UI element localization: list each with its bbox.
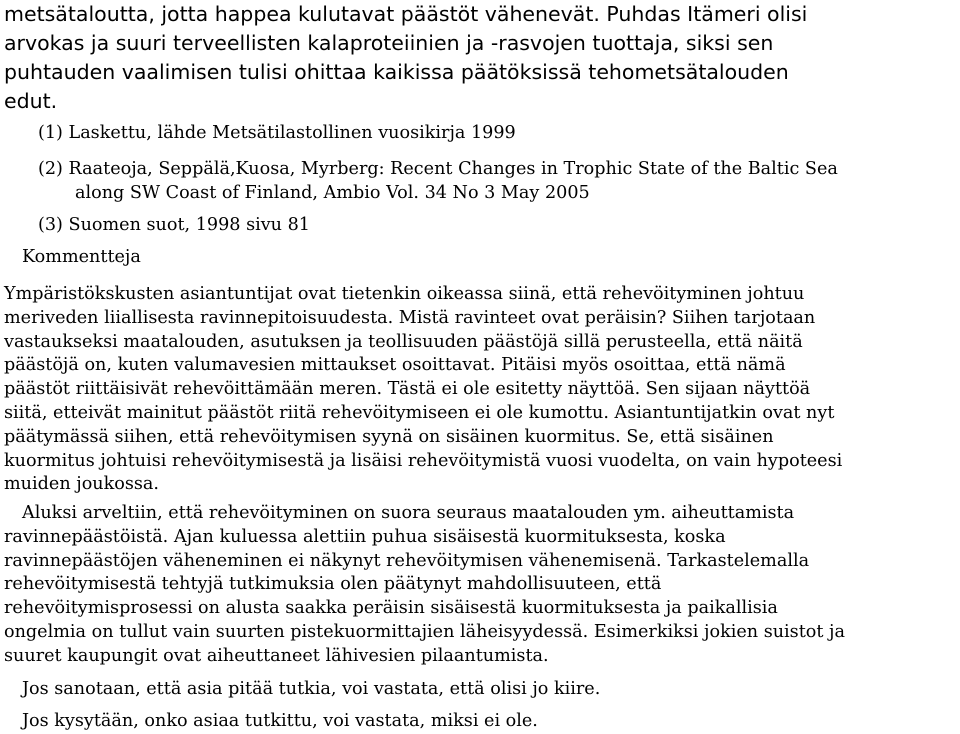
reference-2 [38,157,838,205]
intro-line: arvokas ja suuri terveellisten kalaproteiinien ja -rasvojen tuottaja, siksi sen [4,31,774,55]
paragraph-line: suuret kaupungit ovat aiheuttaneet lähivesien pilaantumista. [4,645,549,666]
paragraph-line: Ympäristökskusten asiantuntijat ovat tietenkin oikeassa siinä, että rehevöityminen johtuu [4,284,805,304]
intro-paragraph [4,0,960,116]
intro-line: metsätaloutta, jotta happea kulutavat päästöt vähenevät. Puhdas Itämeri olisi [4,2,808,26]
paragraph-line: päästöt riittäisivät rehevöittämään meren. Tästä ei ole esitetty näyttöä. Sen sijaan näyttöä [4,379,811,400]
paragraph-line: ongelmia on tullut vain suurten pistekuormittajien läheisyydessä. Esimerkiksi jokien suistot ja [4,621,845,642]
statement-study: Jos sanotaan, että asia pitää tutkia, voi vastata, että olisi jo kiire. [22,679,601,699]
reference-2-line: (2) Raateoja, Seppälä,Kuosa, Myrberg: Recent Changes in Trophic State of the Baltic Sea [38,159,838,179]
paragraph-line: ravinnepäästöjen väheneminen ei näkynyt rehevöitymisen vähenemisenä. Tarkastelemalla [4,550,810,571]
reference-1-text: (1) Laskettu, lähde Metsätilastollinen vuosikirja 1999 [38,123,516,143]
comment-paragraph-2 [4,502,845,669]
statement-studied: Jos kysytään, onko asiaa tutkittu, voi vastata, miksi ei ole. [22,711,538,731]
intro-line: edut. [4,89,58,113]
paragraph-line: siitä, etteivät mainitut päästöt riitä rehevöitymiseen ei ole kumottu. Asiantuntijatkin ovat nyt [4,402,835,423]
paragraph-line: rehevöitymisprosessi on alusta saakka peräisin sisäisestä kuormituksesta ja paikallisia [4,598,778,619]
intro-line: puhtauden vaalimisen tulisi ohittaa kaikissa päätöksissä tehometsätalouden [4,60,789,84]
paragraph-line: päästöjä on, kuten valumavesien mittaukset osoittavat. Pitäisi myös osoittaa, että nämä [4,355,786,376]
paragraph-line: Aluksi arveltiin, että rehevöityminen on suora seuraus maatalouden ym. aiheuttamista [22,503,795,523]
paragraph-line: meriveden liiallisesta ravinnepitoisuudesta. Mistä ravinteet ovat peräisin? Siihen tarjotaan [4,307,816,328]
reference-3 [38,213,310,237]
paragraph-line: muiden joukossa. [4,474,160,495]
reference-3-text: (3) Suomen suot, 1998 sivu 81 [38,215,310,235]
paragraph-line: ravinnepäästöistä. Ajan kuluessa alettiin puhua sisäisestä kuormituksesta, koska [4,526,726,547]
paragraph-line: vastaukseksi maatalouden, asutuksen ja teollisuuden päästöjä sillä perusteella, että näitä [4,331,803,352]
comment-paragraph-1 [4,283,842,497]
paragraph-line: päätymässä siihen, että rehevöitymisen syynä on sisäinen kuormitus. Se, että sisäinen [4,426,774,447]
comments-heading: Kommentteja [22,247,141,267]
paragraph-line: kuormitus johtuisi rehevöitymisestä ja lisäisi rehevöitymistä vuosi vuodelta, on vain hypoteesi [4,450,843,471]
reference-1 [38,121,516,145]
reference-2-line: along SW Coast of Finland, Ambio Vol. 34 No 3 May 2005 [75,183,590,203]
paragraph-line: rehevöitymisestä tehtyjä tutkimuksia olen päätynyt mahdollisuuteen, että [4,574,662,595]
